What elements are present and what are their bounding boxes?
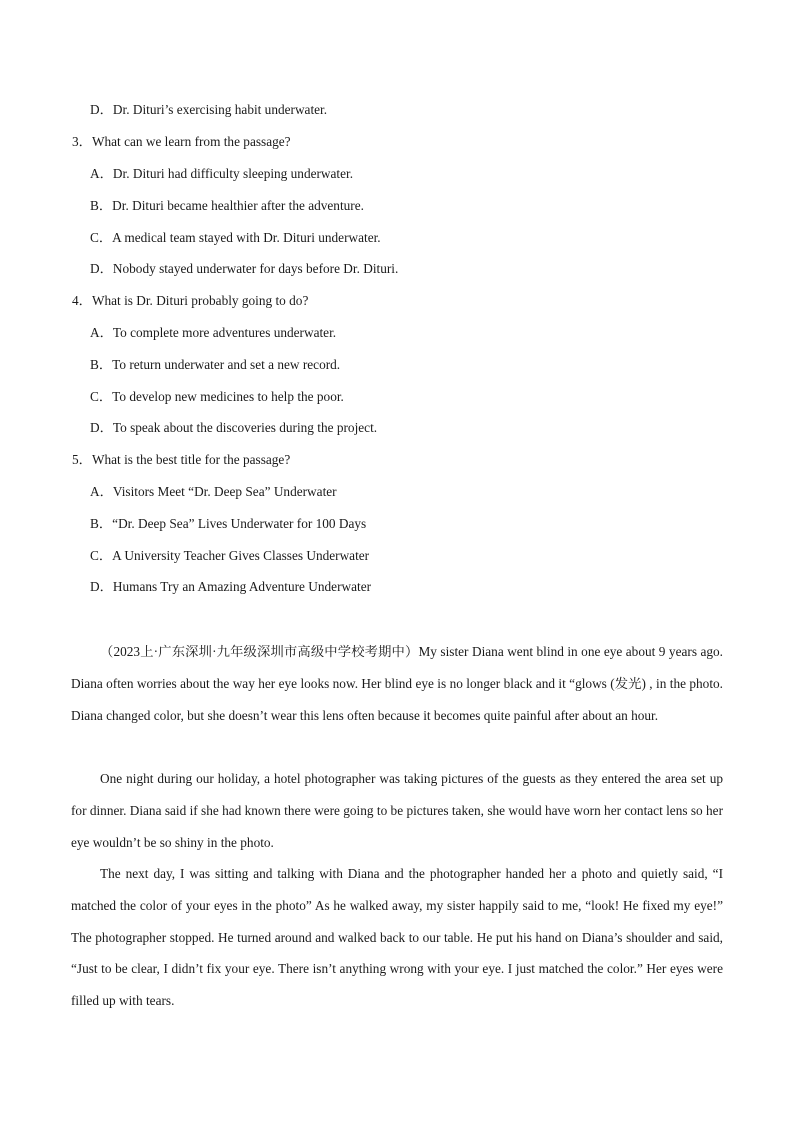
q5-stem: 5．What is the best title for the passage? [72,452,291,467]
q3-option-a: A．Dr. Dituri had difficulty sleeping underwater. [90,166,354,181]
q5-option-a: A．Visitors Meet “Dr. Deep Sea” Underwater [90,484,337,499]
q4-option-d: D．To speak about the discoveries during the project. [90,420,378,435]
q3-stem: 3．What can we learn from the passage? [72,134,291,149]
q5-option-d: D．Humans Try an Amazing Adventure Underwater [90,579,372,594]
q3-option-d: D．Nobody stayed underwater for days before Dr. Dituri. [90,261,399,276]
q4-stem: 4．What is Dr. Dituri probably going to do? [72,293,309,308]
q4-option-a: A．To complete more adventures underwater. [90,325,337,340]
q4-option-c: C．To develop new medicines to help the poor. [90,389,344,404]
q2-option-d: D．Dr. Dituri’s exercising habit underwater. [90,102,328,117]
q5-option-b: B．“Dr. Deep Sea” Lives Underwater for 100 Days [90,516,367,531]
q4-option-b: B．To return underwater and set a new record. [90,357,341,372]
q3-option-b: B．Dr. Dituri became healthier after the adventure. [90,198,364,213]
passage-paragraph-1: （2023上·广东深圳·九年级深圳市高级中学校考期中）My sister Diana went blind in one eye about 9 years ago. Diana often worries about the way her eye looks now. Her blind eye is no longer black and it “glows (发光) , in the photo. Diana changed color, but she doesn’t wear this lens often because it becomes quite painful after about an hour. [71,644,723,723]
q3-option-c: C．A medical team stayed with Dr. Dituri underwater. [90,230,381,245]
q5-option-c: C．A University Teacher Gives Classes Underwater [90,548,370,563]
passage-paragraph-3: The next day, I was sitting and talking with Diana and the photographer handed her a photo and quietly said, “I matched the color of your eyes in the photo” As he walked away, my sister happily said to me, “look! He fixed my eye!” The photographer stopped. He turned around and walked back to our table. He put his hand on Diana’s shoulder and said, “Just to be clear, I didn’t fix your eye. There isn’t anything wrong with your eye. I just matched the color.” Her eyes were filled up with tears. [71,866,723,1009]
passage-paragraph-2: One night during our holiday, a hotel photographer was taking pictures of the guests as they entered the area set up for dinner. Diana said if she had known there were going to be pictures taken, she would have worn her contact lens so her eye wouldn’t be so shiny in the photo. [71,771,723,850]
